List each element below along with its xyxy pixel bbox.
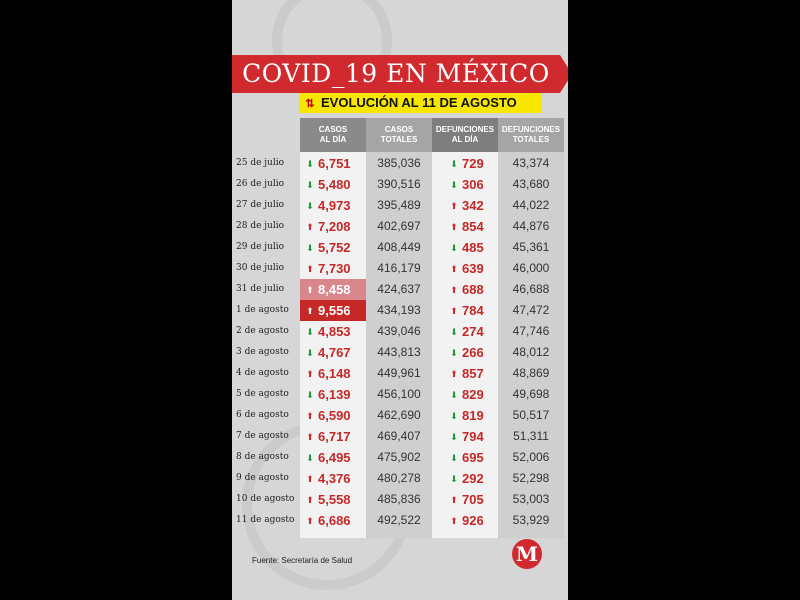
cases-total-cell: 385,036 bbox=[377, 156, 421, 170]
header-casos-totales: CASOS TOTALES bbox=[366, 118, 432, 152]
deaths-total-cell: 53,929 bbox=[512, 513, 550, 527]
arrow-up-icon: ⬆ bbox=[306, 285, 314, 296]
cell-value: 926 bbox=[462, 513, 484, 528]
cases-total-cell: 395,489 bbox=[377, 198, 421, 212]
deaths-day-cell bbox=[432, 216, 498, 237]
cell-value: 794 bbox=[462, 429, 484, 444]
cases-day-cell bbox=[300, 468, 366, 489]
cell-value: 4,853 bbox=[318, 324, 351, 339]
cases-total-cell: 480,278 bbox=[377, 471, 421, 485]
arrow-up-icon: ⬆ bbox=[306, 432, 314, 443]
deaths-total-cell: 53,003 bbox=[512, 492, 550, 506]
arrow-down-icon: ⬇ bbox=[450, 432, 458, 443]
deaths-day-cell bbox=[432, 342, 498, 363]
cell-value: 6,148 bbox=[318, 366, 351, 381]
table-row bbox=[232, 216, 568, 237]
deaths-total-cell: 48,869 bbox=[512, 366, 550, 380]
table-row bbox=[232, 426, 568, 447]
deaths-day-cell bbox=[432, 174, 498, 195]
cell-value: 5,752 bbox=[318, 240, 351, 255]
cases-day-cell bbox=[300, 237, 366, 258]
row-date: 29 de julio bbox=[236, 242, 285, 252]
arrow-up-icon: ⬆ bbox=[450, 369, 458, 380]
cell-value: 266 bbox=[462, 345, 484, 360]
subtitle-text: EVOLUCIÓN AL 11 DE AGOSTO bbox=[321, 95, 517, 110]
cases-day-cell bbox=[300, 447, 366, 468]
table-row bbox=[232, 195, 568, 216]
cases-day-cell bbox=[300, 510, 366, 531]
deaths-total-cell: 44,876 bbox=[512, 219, 550, 233]
arrow-down-icon: ⬇ bbox=[306, 348, 314, 359]
cases-total-cell: 469,407 bbox=[377, 429, 421, 443]
arrow-up-icon: ⬆ bbox=[306, 516, 314, 527]
row-date: 9 de agosto bbox=[236, 473, 289, 483]
cell-value: 8,458 bbox=[318, 282, 351, 297]
arrow-up-icon: ⬆ bbox=[306, 369, 314, 380]
cases-day-cell bbox=[300, 405, 366, 426]
deaths-total-cell: 47,472 bbox=[512, 303, 550, 317]
row-date: 25 de julio bbox=[236, 158, 285, 168]
row-date: 10 de agosto bbox=[236, 494, 295, 504]
cases-day-cell bbox=[300, 279, 366, 300]
cell-value: 342 bbox=[462, 198, 484, 213]
arrow-down-icon: ⬇ bbox=[450, 327, 458, 338]
up-down-arrows-icon: ⇅ bbox=[305, 98, 315, 110]
row-date: 2 de agosto bbox=[236, 326, 289, 336]
arrow-down-icon: ⬇ bbox=[450, 180, 458, 191]
row-date: 8 de agosto bbox=[236, 452, 289, 462]
row-date: 27 de julio bbox=[236, 200, 285, 210]
cases-total-cell: 434,193 bbox=[377, 303, 421, 317]
cases-total-cell: 424,637 bbox=[377, 282, 421, 296]
deaths-total-cell: 50,517 bbox=[512, 408, 550, 422]
deaths-day-cell bbox=[432, 321, 498, 342]
table-row bbox=[232, 258, 568, 279]
cell-value: 695 bbox=[462, 450, 484, 465]
deaths-total-cell: 48,012 bbox=[512, 345, 550, 359]
arrow-down-icon: ⬇ bbox=[306, 453, 314, 464]
table-row bbox=[232, 300, 568, 321]
deaths-day-cell bbox=[432, 489, 498, 510]
deaths-total-cell: 47,746 bbox=[512, 324, 550, 338]
deaths-day-cell bbox=[432, 468, 498, 489]
row-date: 5 de agosto bbox=[236, 389, 289, 399]
arrow-down-icon: ⬇ bbox=[306, 201, 314, 212]
cases-total-cell: 475,902 bbox=[377, 450, 421, 464]
arrow-up-icon: ⬆ bbox=[450, 264, 458, 275]
cell-value: 9,556 bbox=[318, 303, 351, 318]
cell-value: 274 bbox=[462, 324, 484, 339]
header-defunciones-totales: DEFUNCIONES TOTALES bbox=[498, 118, 564, 152]
table-row bbox=[232, 405, 568, 426]
cell-value: 5,480 bbox=[318, 177, 351, 192]
cell-value: 6,751 bbox=[318, 156, 351, 171]
deaths-day-cell bbox=[432, 153, 498, 174]
arrow-down-icon: ⬇ bbox=[306, 243, 314, 254]
deaths-day-cell bbox=[432, 363, 498, 384]
infographic-poster bbox=[232, 0, 568, 600]
row-date: 11 de agosto bbox=[236, 515, 295, 525]
arrow-up-icon: ⬆ bbox=[306, 306, 314, 317]
cell-value: 6,139 bbox=[318, 387, 351, 402]
deaths-day-cell bbox=[432, 405, 498, 426]
cases-total-cell: 492,522 bbox=[377, 513, 421, 527]
data-table bbox=[232, 0, 568, 600]
cell-value: 784 bbox=[462, 303, 484, 318]
arrow-up-icon: ⬆ bbox=[306, 222, 314, 233]
arrow-up-icon: ⬆ bbox=[450, 516, 458, 527]
table-row bbox=[232, 510, 568, 531]
cases-total-cell: 462,690 bbox=[377, 408, 421, 422]
table-row bbox=[232, 237, 568, 258]
deaths-day-cell bbox=[432, 279, 498, 300]
deaths-day-cell bbox=[432, 510, 498, 531]
header-casos-al-dia: CASOS AL DÍA bbox=[300, 118, 366, 152]
row-date: 26 de julio bbox=[236, 179, 285, 189]
header-defunciones-al-dia: DEFUNCIONES AL DÍA bbox=[432, 118, 498, 152]
cell-value: 306 bbox=[462, 177, 484, 192]
arrow-down-icon: ⬇ bbox=[306, 159, 314, 170]
table-row bbox=[232, 384, 568, 405]
arrow-down-icon: ⬇ bbox=[450, 390, 458, 401]
arrow-up-icon: ⬆ bbox=[306, 474, 314, 485]
arrow-up-icon: ⬆ bbox=[450, 201, 458, 212]
cell-value: 4,973 bbox=[318, 198, 351, 213]
row-date: 31 de julio bbox=[236, 284, 285, 294]
cell-value: 705 bbox=[462, 492, 484, 507]
cases-total-cell: 449,961 bbox=[377, 366, 421, 380]
deaths-day-cell bbox=[432, 426, 498, 447]
arrow-up-icon: ⬆ bbox=[306, 411, 314, 422]
cases-day-cell bbox=[300, 321, 366, 342]
cell-value: 6,590 bbox=[318, 408, 351, 423]
deaths-total-cell: 44,022 bbox=[512, 198, 550, 212]
arrow-down-icon: ⬇ bbox=[450, 348, 458, 359]
cases-total-cell: 456,100 bbox=[377, 387, 421, 401]
cell-value: 485 bbox=[462, 240, 484, 255]
arrow-down-icon: ⬇ bbox=[450, 243, 458, 254]
cases-total-cell: 439,046 bbox=[377, 324, 421, 338]
deaths-total-cell: 51,311 bbox=[513, 429, 549, 443]
cell-value: 5,558 bbox=[318, 492, 351, 507]
cases-day-cell bbox=[300, 489, 366, 510]
table-row bbox=[232, 279, 568, 300]
table-row bbox=[232, 153, 568, 174]
cases-total-cell: 416,179 bbox=[377, 261, 421, 275]
deaths-day-cell bbox=[432, 384, 498, 405]
deaths-total-cell: 43,374 bbox=[512, 156, 550, 170]
arrow-up-icon: ⬆ bbox=[450, 306, 458, 317]
cell-value: 854 bbox=[462, 219, 484, 234]
table-row bbox=[232, 363, 568, 384]
cell-value: 688 bbox=[462, 282, 484, 297]
deaths-total-cell: 49,698 bbox=[512, 387, 550, 401]
row-date: 7 de agosto bbox=[236, 431, 289, 441]
arrow-up-icon: ⬆ bbox=[306, 264, 314, 275]
table-row bbox=[232, 468, 568, 489]
cases-day-cell bbox=[300, 195, 366, 216]
cell-value: 6,686 bbox=[318, 513, 351, 528]
cases-total-cell: 390,516 bbox=[377, 177, 421, 191]
cases-day-cell bbox=[300, 300, 366, 321]
table-row bbox=[232, 342, 568, 363]
row-date: 4 de agosto bbox=[236, 368, 289, 378]
arrow-down-icon: ⬇ bbox=[450, 411, 458, 422]
table-row bbox=[232, 321, 568, 342]
cases-day-cell bbox=[300, 384, 366, 405]
deaths-day-cell bbox=[432, 300, 498, 321]
cases-day-cell bbox=[300, 426, 366, 447]
cell-value: 4,376 bbox=[318, 471, 351, 486]
deaths-day-cell bbox=[432, 447, 498, 468]
milenio-logo: M bbox=[512, 539, 542, 569]
cases-day-cell bbox=[300, 153, 366, 174]
cell-value: 857 bbox=[462, 366, 484, 381]
cell-value: 7,208 bbox=[318, 219, 351, 234]
cases-day-cell bbox=[300, 363, 366, 384]
cases-total-cell: 402,697 bbox=[377, 219, 421, 233]
cell-value: 6,717 bbox=[318, 429, 351, 444]
row-date: 6 de agosto bbox=[236, 410, 289, 420]
cases-total-cell: 485,836 bbox=[377, 492, 421, 506]
arrow-down-icon: ⬇ bbox=[306, 390, 314, 401]
arrow-down-icon: ⬇ bbox=[306, 327, 314, 338]
table-row bbox=[232, 174, 568, 195]
arrow-up-icon: ⬆ bbox=[450, 222, 458, 233]
arrow-up-icon: ⬆ bbox=[306, 495, 314, 506]
cell-value: 4,767 bbox=[318, 345, 351, 360]
deaths-day-cell bbox=[432, 237, 498, 258]
arrow-down-icon: ⬇ bbox=[450, 159, 458, 170]
cases-total-cell: 408,449 bbox=[377, 240, 421, 254]
arrow-down-icon: ⬇ bbox=[450, 453, 458, 464]
row-date: 30 de julio bbox=[236, 263, 285, 273]
deaths-total-cell: 52,006 bbox=[512, 450, 550, 464]
cell-value: 829 bbox=[462, 387, 484, 402]
arrow-up-icon: ⬆ bbox=[450, 495, 458, 506]
cases-day-cell bbox=[300, 216, 366, 237]
deaths-total-cell: 46,000 bbox=[512, 261, 550, 275]
cell-value: 729 bbox=[462, 156, 484, 171]
arrow-down-icon: ⬇ bbox=[306, 180, 314, 191]
cell-value: 639 bbox=[462, 261, 484, 276]
deaths-total-cell: 52,298 bbox=[512, 471, 550, 485]
table-row bbox=[232, 489, 568, 510]
cases-day-cell bbox=[300, 342, 366, 363]
deaths-total-cell: 46,688 bbox=[512, 282, 550, 296]
page-title: COVID_19 EN MÉXICO bbox=[242, 59, 550, 88]
source-note: Fuente: Secretaría de Salud bbox=[252, 556, 353, 565]
deaths-day-cell bbox=[432, 258, 498, 279]
row-date: 28 de julio bbox=[236, 221, 285, 231]
cell-value: 6,495 bbox=[318, 450, 351, 465]
cell-value: 7,730 bbox=[318, 261, 351, 276]
row-date: 1 de agosto bbox=[236, 305, 289, 315]
cell-value: 819 bbox=[462, 408, 484, 423]
deaths-total-cell: 45,361 bbox=[512, 240, 550, 254]
arrow-up-icon: ⬆ bbox=[450, 285, 458, 296]
arrow-down-icon: ⬇ bbox=[450, 474, 458, 485]
cell-value: 292 bbox=[462, 471, 484, 486]
cases-day-cell bbox=[300, 258, 366, 279]
row-date: 3 de agosto bbox=[236, 347, 289, 357]
deaths-total-cell: 43,680 bbox=[512, 177, 550, 191]
cases-total-cell: 443,813 bbox=[377, 345, 421, 359]
table-row bbox=[232, 447, 568, 468]
cases-day-cell bbox=[300, 174, 366, 195]
deaths-day-cell bbox=[432, 195, 498, 216]
